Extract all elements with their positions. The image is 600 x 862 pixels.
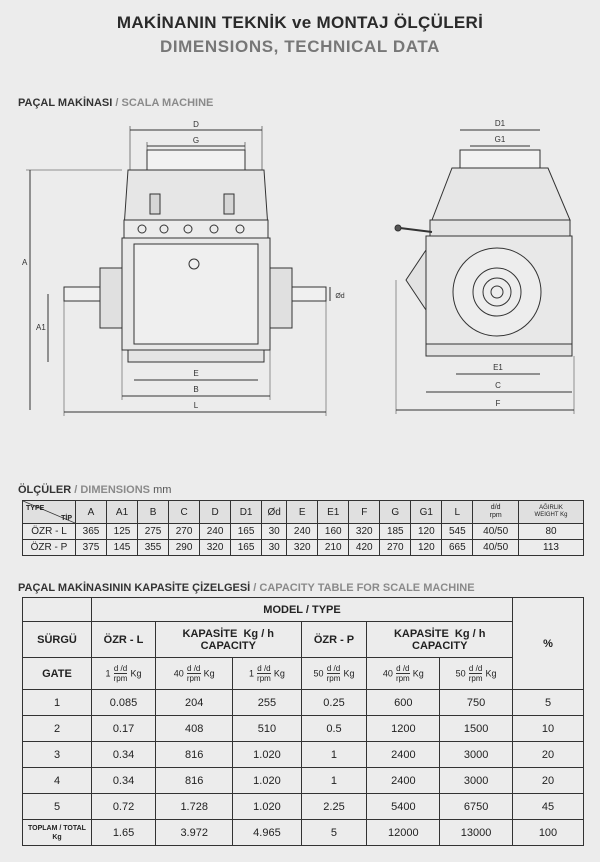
cell: 1.65 [92, 820, 156, 846]
ozr-p-header: ÖZR - P [301, 622, 367, 658]
table-row [23, 524, 584, 540]
cell: 100 [513, 820, 584, 846]
front-view [22, 120, 345, 416]
table-row [23, 742, 584, 768]
cell: 5400 [367, 794, 440, 820]
cell: 3.972 [156, 820, 233, 846]
cell: 4.965 [233, 820, 301, 846]
label-D1: D1 [494, 119, 506, 128]
cell: 408 [156, 716, 233, 742]
cell: 320 [287, 540, 318, 556]
cell: 545 [442, 524, 473, 540]
gate-cell: 5 [23, 794, 92, 820]
ozr-l-header: ÖZR - L [92, 622, 156, 658]
type-tip-diagonal [23, 501, 75, 523]
rate-p-40: 40 $\frac{d /d}{\text{rpm}}$ Kg [367, 658, 440, 690]
rpm-fraction: $\frac{d /d}{\text{rpm}}$ [113, 664, 128, 683]
cell: 1500 [440, 716, 513, 742]
col-C: C [169, 501, 200, 524]
col-G: G [380, 501, 411, 524]
drawing-section-title: PAÇAL MAKİNASI / SCALA MACHINE [18, 97, 214, 109]
label-L: L [193, 401, 199, 410]
cell: 20 [513, 742, 584, 768]
cell: 510 [233, 716, 301, 742]
dimensions-table [22, 500, 584, 556]
rate-p-50b: 50 $\frac{d /d}{\text{rpm}}$ Kg [440, 658, 513, 690]
cell: 13000 [440, 820, 513, 846]
row-name: ÖZR - L [23, 524, 76, 540]
cell: 320 [349, 524, 380, 540]
label-F: F [495, 399, 501, 408]
cell: 165 [231, 540, 262, 556]
cell: 5 [513, 690, 584, 716]
dimensions-header-row [23, 501, 584, 524]
cell: 290 [169, 540, 200, 556]
capacity-p-header: KAPASİTE Kg / h CAPACITY [367, 622, 513, 658]
label-D: D [193, 120, 199, 129]
cell: 204 [156, 690, 233, 716]
cell: 275 [138, 524, 169, 540]
svg-text:TYPE: TYPE [26, 505, 45, 512]
cell: 125 [107, 524, 138, 540]
cell: 165 [231, 524, 262, 540]
page-title: MAKİNANIN TEKNİK ve MONTAJ ÖLÇÜLERİ [116, 13, 484, 32]
col-D1: D1 [231, 501, 262, 524]
col-F: F [349, 501, 380, 524]
cell: 816 [156, 742, 233, 768]
cell: 120 [411, 540, 442, 556]
cell: 5 [301, 820, 367, 846]
cell: 40/50 [473, 540, 519, 556]
cell: 0.5 [301, 716, 367, 742]
cell: 0.085 [92, 690, 156, 716]
cap-corner [23, 598, 92, 622]
rate-l-1b: 1 $\frac{d /d}{\text{rpm}}$ Kg [233, 658, 301, 690]
cell: 1200 [367, 716, 440, 742]
gate-cell: 3 [23, 742, 92, 768]
cell: 355 [138, 540, 169, 556]
cell: 6750 [440, 794, 513, 820]
cell: 30 [262, 524, 287, 540]
rpm-fraction: $\frac{d /d}{\text{rpm}}$ [326, 664, 341, 683]
capacity-table [22, 597, 584, 846]
percent-header: % [513, 598, 584, 690]
label-A1: A1 [36, 323, 46, 332]
capacity-section-title: PAÇAL MAKİNASININ KAPASİTE ÇİZELGESİ / CAPACITY TABLE FOR SCALE MACHINE [18, 582, 475, 594]
cell: 0.17 [92, 716, 156, 742]
cell: 210 [318, 540, 349, 556]
rate-l-1: 1 $\frac{d /d}{\text{rpm}}$ Kg [92, 658, 156, 690]
rpm-fraction: $\frac{d /d}{\text{rpm}}$ [186, 664, 201, 683]
model-type-header: MODEL / TYPE [92, 598, 513, 622]
col-D: D [200, 501, 231, 524]
label-od: Ød [335, 293, 345, 300]
table-row [23, 540, 584, 556]
dimensions-section-title: ÖLÇÜLER / DIMENSIONS mm [18, 484, 172, 496]
gate-cell: 1 [23, 690, 92, 716]
gate-cell: 4 [23, 768, 92, 794]
technical-drawing [0, 110, 600, 430]
cell: 816 [156, 768, 233, 794]
type-tip-cell [23, 501, 76, 524]
cell: 2400 [367, 768, 440, 794]
label-G: G [192, 136, 200, 145]
cell: 1.020 [233, 742, 301, 768]
col-A: A [76, 501, 107, 524]
cell: 0.34 [92, 768, 156, 794]
cell: 80 [519, 524, 584, 540]
col-A1: A1 [107, 501, 138, 524]
cell: 2.25 [301, 794, 367, 820]
cell: 255 [233, 690, 301, 716]
cell: 120 [411, 524, 442, 540]
label-A: A [22, 258, 28, 267]
cell: 0.72 [92, 794, 156, 820]
cell: 2400 [367, 742, 440, 768]
total-label: TOPLAM / TOTAL Kg [23, 820, 92, 846]
cell: 1.020 [233, 768, 301, 794]
cell: 3000 [440, 768, 513, 794]
label-C: C [495, 381, 501, 390]
rpm-fraction: $\frac{d /d}{\text{rpm}}$ [395, 664, 410, 683]
cell: 160 [318, 524, 349, 540]
cell: 113 [519, 540, 584, 556]
cell: 240 [200, 524, 231, 540]
cell: 375 [76, 540, 107, 556]
cell: 240 [287, 524, 318, 540]
capacity-header-row-1 [23, 598, 584, 622]
col-weight: AĞIRLIK WEIGHT Kg [519, 501, 584, 524]
cell: 1 [301, 742, 367, 768]
cell: 600 [367, 690, 440, 716]
capacity-header-row-2 [23, 622, 584, 658]
row-name: ÖZR - P [23, 540, 76, 556]
label-E1: E1 [493, 363, 503, 372]
table-row [23, 716, 584, 742]
cell: 3000 [440, 742, 513, 768]
col-od: Ød [262, 501, 287, 524]
cell: 1.728 [156, 794, 233, 820]
col-rpm: d/d rpm [473, 501, 519, 524]
gate-header: GATE [23, 658, 92, 690]
rate-l-40: 40 $\frac{d /d}{\text{rpm}}$ Kg [156, 658, 233, 690]
label-G1: G1 [494, 135, 506, 144]
cell: 365 [76, 524, 107, 540]
col-G1: G1 [411, 501, 442, 524]
cell: 1.020 [233, 794, 301, 820]
gate-cell: 2 [23, 716, 92, 742]
cell: 185 [380, 524, 411, 540]
capacity-l-header: KAPASİTE Kg / h CAPACITY [156, 622, 301, 658]
side-view [395, 119, 574, 414]
col-B: B [138, 501, 169, 524]
cell: 40/50 [473, 524, 519, 540]
rate-p-50: 50 $\frac{d /d}{\text{rpm}}$ Kg [301, 658, 367, 690]
cell: 1 [301, 768, 367, 794]
total-row [23, 820, 584, 846]
cell: 750 [440, 690, 513, 716]
cell: 270 [169, 524, 200, 540]
cell: 0.34 [92, 742, 156, 768]
table-row [23, 690, 584, 716]
cell: 270 [380, 540, 411, 556]
rpm-fraction: $\frac{d /d}{\text{rpm}}$ [468, 664, 483, 683]
svg-text:TİP: TİP [61, 515, 72, 522]
cell: 665 [442, 540, 473, 556]
cell: 45 [513, 794, 584, 820]
cell: 145 [107, 540, 138, 556]
surgu-header: SÜRGÜ [23, 622, 92, 658]
col-E: E [287, 501, 318, 524]
rpm-fraction: $\frac{d /d}{\text{rpm}}$ [257, 664, 271, 683]
cell: 0.25 [301, 690, 367, 716]
col-L: L [442, 501, 473, 524]
cell: 20 [513, 768, 584, 794]
cell: 12000 [367, 820, 440, 846]
page-subtitle: DIMENSIONS, TECHNICAL DATA [159, 37, 441, 56]
capacity-header-row-3 [23, 658, 584, 690]
cell: 10 [513, 716, 584, 742]
table-row [23, 768, 584, 794]
col-E1: E1 [318, 501, 349, 524]
label-B: B [193, 385, 199, 394]
cell: 420 [349, 540, 380, 556]
table-row [23, 794, 584, 820]
cell: 30 [262, 540, 287, 556]
cell: 320 [200, 540, 231, 556]
label-E: E [193, 369, 199, 378]
